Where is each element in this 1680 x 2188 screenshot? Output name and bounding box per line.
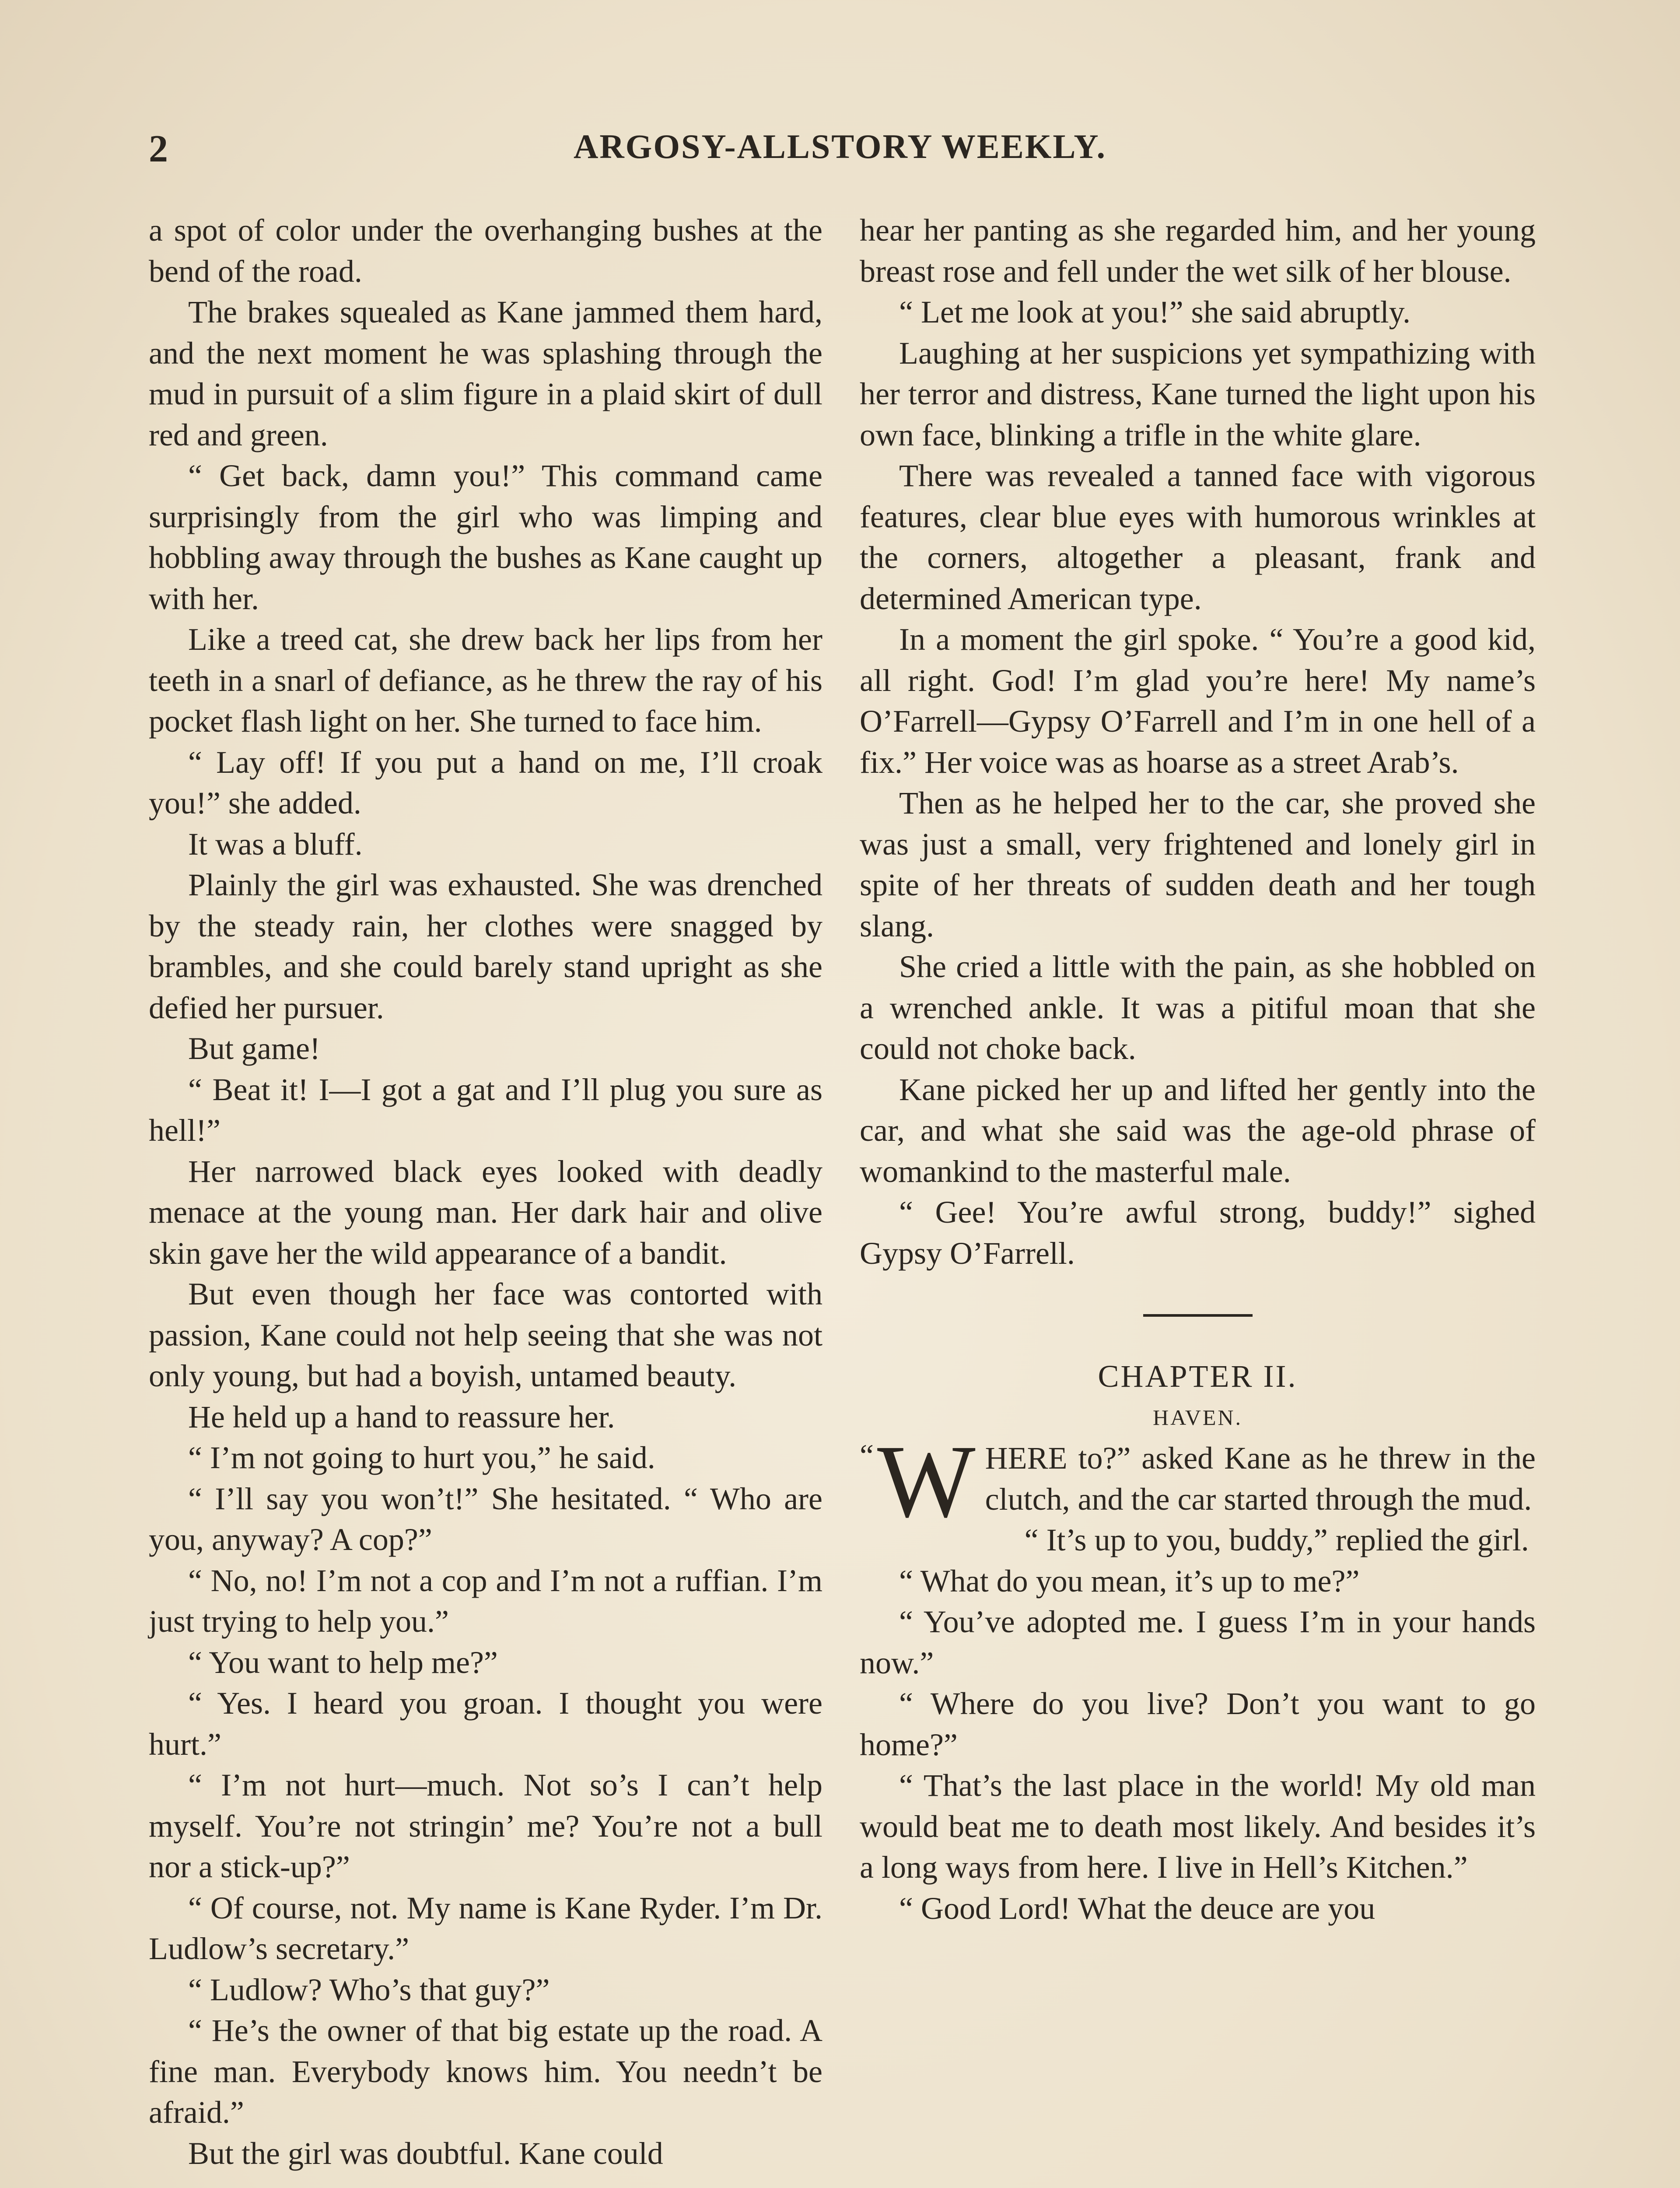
paragraph: “ Of course, not. My name is Kane Ryder. I’m Dr. Ludlow’s secretary.” xyxy=(149,1890,822,1966)
paragraph: “ I’ll say you won’t!” She hesitated. “ Who are you, anyway? A cop?” xyxy=(149,1481,822,1557)
paragraph: “ He’s the owner of that big estate up the road. A fine man. Everybody knows him. You needn’t be afraid.” xyxy=(149,2013,822,2130)
paragraph: Then as he helped her to the car, she proved she was just a small, very frightened and lonely girl in spite of her threats of sudden death and her tough slang. xyxy=(860,785,1536,943)
paragraph: But game! xyxy=(188,1031,320,1066)
page-number: 2 xyxy=(149,128,168,170)
paragraph: “ That’s the last place in the world! My old man would beat me to death most likely. And besides it’s a long ways from here. I live in Hell’s Kitchen.” xyxy=(860,1768,1536,1885)
paragraph: a spot of color under the overhanging bushes at the bend of the road. xyxy=(149,213,822,289)
chapter-title: CHAPTER II. xyxy=(1098,1359,1298,1394)
paragraph: “ Ludlow? Who’s that guy?” xyxy=(188,1972,550,2007)
paragraph: “ Gee! You’re awful strong, buddy!” sighed Gypsy O’Farrell. xyxy=(860,1195,1536,1271)
paragraph: There was revealed a tanned face with vigorous features, clear blue eyes with humorous wrinkles at the corners, altogether a pleasant, frank and determined American type. xyxy=(860,458,1536,616)
paragraph: “ Let me look at you!” she said abruptly. xyxy=(899,295,1410,330)
paragraph: “ Lay off! If you put a hand on me, I’ll croak you!” she added. xyxy=(149,744,822,820)
right-column xyxy=(860,210,1536,1929)
paragraph: “ You’ve adopted me. I guess I’m in your hands now.” xyxy=(860,1604,1536,1680)
section-divider xyxy=(1143,1314,1253,1317)
paragraph: “ Yes. I heard you groan. I thought you were hurt.” xyxy=(149,1686,822,1762)
chapter-opening-paragraph xyxy=(860,1424,1536,1539)
paragraph: “ Beat it! I—I got a gat and I’ll plug you sure as hell!” xyxy=(149,1072,822,1148)
page-header xyxy=(149,127,1531,188)
drop-cap: W xyxy=(877,1424,976,1539)
paragraph: Laughing at her suspicions yet sympathizing with her terror and distress, Kane turned the light upon his own face, blinking a trifle in the white glare. xyxy=(860,335,1536,452)
paragraph: He held up a hand to reassure her. xyxy=(188,1399,615,1434)
running-title: ARGOSY-ALLSTORY WEEKLY. xyxy=(574,127,1106,165)
chapter-subtitle: HAVEN. xyxy=(1152,1405,1243,1430)
paragraph: It was a bluff. xyxy=(188,826,363,862)
paragraph: “ No, no! I’m not a cop and I’m not a ruffian. I’m just trying to help you.” xyxy=(149,1563,822,1639)
paragraph: “ It’s up to you, buddy,” replied the girl. xyxy=(1024,1522,1529,1557)
paragraph: But the girl was doubtful. Kane could xyxy=(188,2135,663,2171)
left-column xyxy=(149,210,822,2174)
paragraph: Plainly the girl was exhausted. She was drenched by the steady rain, her clothes were snagged by brambles, and she could barely stand upright as she defied her pursuer. xyxy=(149,867,822,1025)
paragraph: “ I’m not going to hurt you,” he said. xyxy=(188,1440,655,1475)
opening-paragraph-text: HERE to?” asked Kane as he threw in the clutch, and the car started through the mud. xyxy=(985,1441,1536,1517)
paragraph: Her narrowed black eyes looked with deadly menace at the young man. Her dark hair and olive skin gave her the wild appearance of a bandit. xyxy=(149,1154,822,1271)
paragraph: “ Get back, damn you!” This command came surprisingly from the girl who was limping and hobbling away through the bushes as Kane caught up with her. xyxy=(149,458,822,616)
paragraph: Kane picked her up and lifted her gently into the car, and what she said was the age-old phrase of womankind to the masterful male. xyxy=(860,1072,1536,1189)
paragraph: But even though her face was contorted with passion, Kane could not help seeing that she was not only young, but had a boyish, untamed beauty. xyxy=(149,1276,822,1393)
opening-quote-mark: “ xyxy=(860,1438,874,1473)
paragraph: “ What do you mean, it’s up to me?” xyxy=(899,1563,1360,1599)
paragraph: “ You want to help me?” xyxy=(188,1645,498,1680)
paragraph: “ Good Lord! What the deuce are you xyxy=(899,1890,1376,1926)
paragraph: In a moment the girl spoke. “ You’re a good kid, all right. God! I’m glad you’re here! My name’s O’Farrell—Gypsy O’Farrell and I’m in one hell of a fix.” Her voice was as hoarse as a street Arab’s. xyxy=(860,622,1536,780)
paragraph: Like a treed cat, she drew back her lips from her teeth in a snarl of defiance, as he threw the ray of his pocket flash light on her. She turned to face him. xyxy=(149,622,822,739)
paragraph: She cried a little with the pain, as she hobbled on a wrenched ankle. It was a pitiful moan that she could not choke back. xyxy=(860,949,1536,1066)
paragraph: “ Where do you live? Don’t you want to go home?” xyxy=(860,1686,1536,1762)
paragraph: hear her panting as she regarded him, and her young breast rose and fell under the wet silk of her blouse. xyxy=(860,213,1536,289)
paragraph: “ I’m not hurt—much. Not so’s I can’t help myself. You’re not stringin’ me? You’re not a bull nor a stick-up?” xyxy=(149,1767,822,1884)
paragraph: The brakes squealed as Kane jammed them hard, and the next moment he was splashing through the mud in pursuit of a slim figure in a plaid skirt of dull red and green. xyxy=(149,295,822,452)
